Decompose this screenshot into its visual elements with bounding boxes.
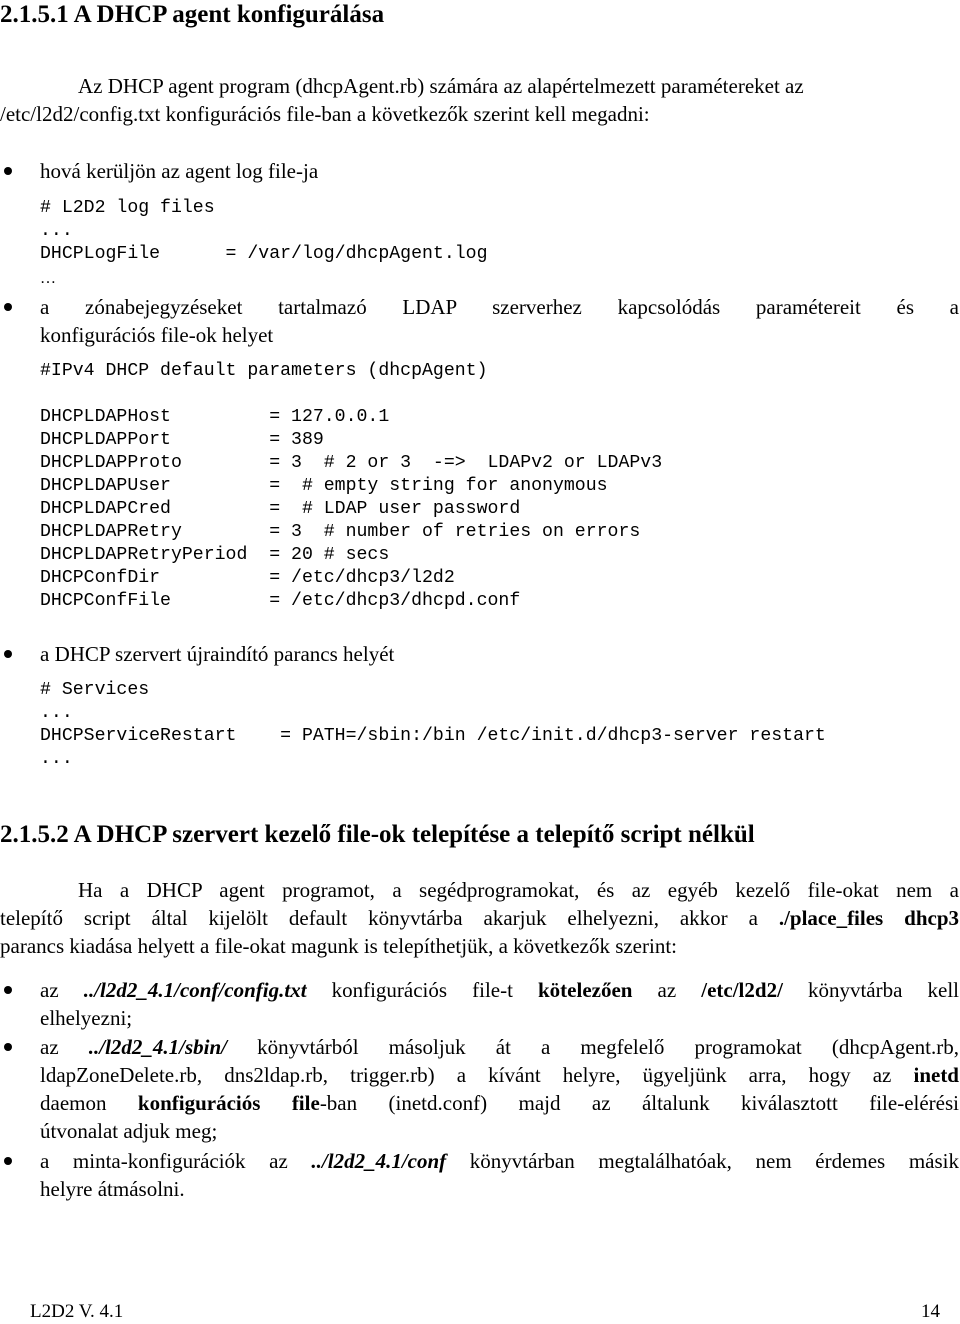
section-heading-2: 2.1.5.2 A DHCP szervert kezelő file-ok telepítése a telepítő script nélkül xyxy=(0,821,755,848)
conf-path: ../l2d2_4.1/conf xyxy=(311,1149,447,1173)
bullet-sbin-line-2: ldapZoneDelete.rb, dns2ldap.rb, trigger.rb) a kívánt helyre, ügyeljünk arra, hogy az inetd xyxy=(40,1063,959,1087)
code-line: # L2D2 log files xyxy=(40,198,215,218)
code-line: DHCPLDAPRetryPeriod = 20 # secs xyxy=(40,545,390,565)
code-line: DHCPLDAPHost = 127.0.0.1 xyxy=(40,407,390,427)
bullet-text-ldap-line-1: a zónabejegyzéseket tartalmazó LDAP szerverhez kapcsolódás paramétereit és a xyxy=(40,295,959,319)
code-line: ... xyxy=(40,749,73,769)
code-line: DHCPLDAPProto = 3 # 2 or 3 -=> LDAPv2 or LDAPv3 xyxy=(40,453,663,473)
code-header: #IPv4 DHCP default parameters (dhcpAgent) xyxy=(40,361,488,381)
code-line: DHCPLDAPRetry = 3 # number of retries on errors xyxy=(40,522,641,542)
bullet-icon xyxy=(4,1157,12,1165)
intro-line-2: /etc/l2d2/config.txt konfigurációs file-ban a következők szerint kell megadni: xyxy=(0,102,650,126)
code-line: DHCPConfDir = /etc/dhcp3/l2d2 xyxy=(40,568,455,588)
bullet-samples-line-2: helyre átmásolni. xyxy=(40,1177,185,1201)
bullet-sbin-line-4: útvonalat adjuk meg; xyxy=(40,1119,218,1143)
footer-version: L2D2 V. 4.1 xyxy=(30,1301,124,1322)
inetd-word: inetd xyxy=(913,1063,959,1087)
bullet-icon xyxy=(4,1043,12,1051)
bullet-text-log-file: hová kerüljön az agent log file-ja xyxy=(40,159,319,183)
sbin-path: ../l2d2_4.1/sbin/ xyxy=(88,1035,228,1059)
bullet-text-ldap-line-2: konfigurációs file-ok helyet xyxy=(40,323,274,347)
section-heading-1: 2.1.5.1 A DHCP agent konfigurálása xyxy=(0,1,385,28)
code-line: ... xyxy=(40,221,73,241)
bullet-icon xyxy=(4,167,12,175)
bullet-icon xyxy=(4,650,12,658)
para-line-1: Ha a DHCP agent programot, a segédprogramokat, és az egyéb kezelő file-okat nem a xyxy=(78,878,959,902)
config-file-word: konfigurációs file xyxy=(137,1091,320,1115)
code-line: DHCPLDAPUser = # empty string for anonymous xyxy=(40,476,608,496)
code-line: DHCPLDAPCred = # LDAP user password xyxy=(40,499,521,519)
config-path: ../l2d2_4.1/conf/config.txt xyxy=(83,978,307,1002)
bullet-samples-line-1: a minta-konfigurációk az ../l2d2_4.1/conf könyvtárban megtalálhatóak, nem érdemes másik xyxy=(40,1149,960,1173)
code-line: DHCPLDAPPort = 389 xyxy=(40,430,324,450)
bullet-icon xyxy=(4,986,12,994)
bullet-icon xyxy=(4,303,12,311)
footer-page-number: 14 xyxy=(921,1301,940,1322)
code-line: ... xyxy=(40,703,73,723)
bullet-text-restart: a DHCP szervert újraindító parancs helyét xyxy=(40,642,395,666)
etc-l2d2-path: /etc/l2d2/ xyxy=(701,978,783,1002)
place-files-command: ./place_files dhcp3 xyxy=(778,906,959,930)
bullet-sbin-line-3: daemon konfigurációs file-ban (inetd.conf) majd az általunk kiválasztott file-elérési xyxy=(40,1091,959,1115)
bullet-config-line-2: elhelyezni; xyxy=(40,1006,133,1030)
para-line-2 xyxy=(0,904,959,932)
para-line-3: parancs kiadása helyett a file-okat magunk is telepíthetjük, a következők szerint: xyxy=(0,934,678,958)
bullet-sbin-line-1: az ../l2d2_4.1/sbin/ könyvtárból másoljuk át a megfelelő programokat (dhcpAgent.rb, xyxy=(40,1035,959,1059)
code-line: DHCPServiceRestart = PATH=/sbin:/bin /etc/init.d/dhcp3-server restart xyxy=(40,726,826,746)
mandatory-word: kötelezően xyxy=(538,978,633,1002)
code-line: DHCPLogFile = /var/log/dhcpAgent.log xyxy=(40,244,488,264)
ellipsis: … xyxy=(40,270,56,287)
bullet-config-line-1: az ../l2d2_4.1/conf/config.txt konfigurációs file-t kötelezően az /etc/l2d2/ könyvtárba kell xyxy=(40,978,959,1002)
code-line: # Services xyxy=(40,680,150,700)
intro-line-1: Az DHCP agent program (dhcpAgent.rb) számára az alapértelmezett paramétereket az xyxy=(78,74,804,98)
code-line: DHCPConfFile = /etc/dhcp3/dhcpd.conf xyxy=(40,591,521,611)
para-line-2-text: telepítő script által kijelölt default könyvtárba akarjuk elhelyezni, akkor a xyxy=(0,906,779,930)
